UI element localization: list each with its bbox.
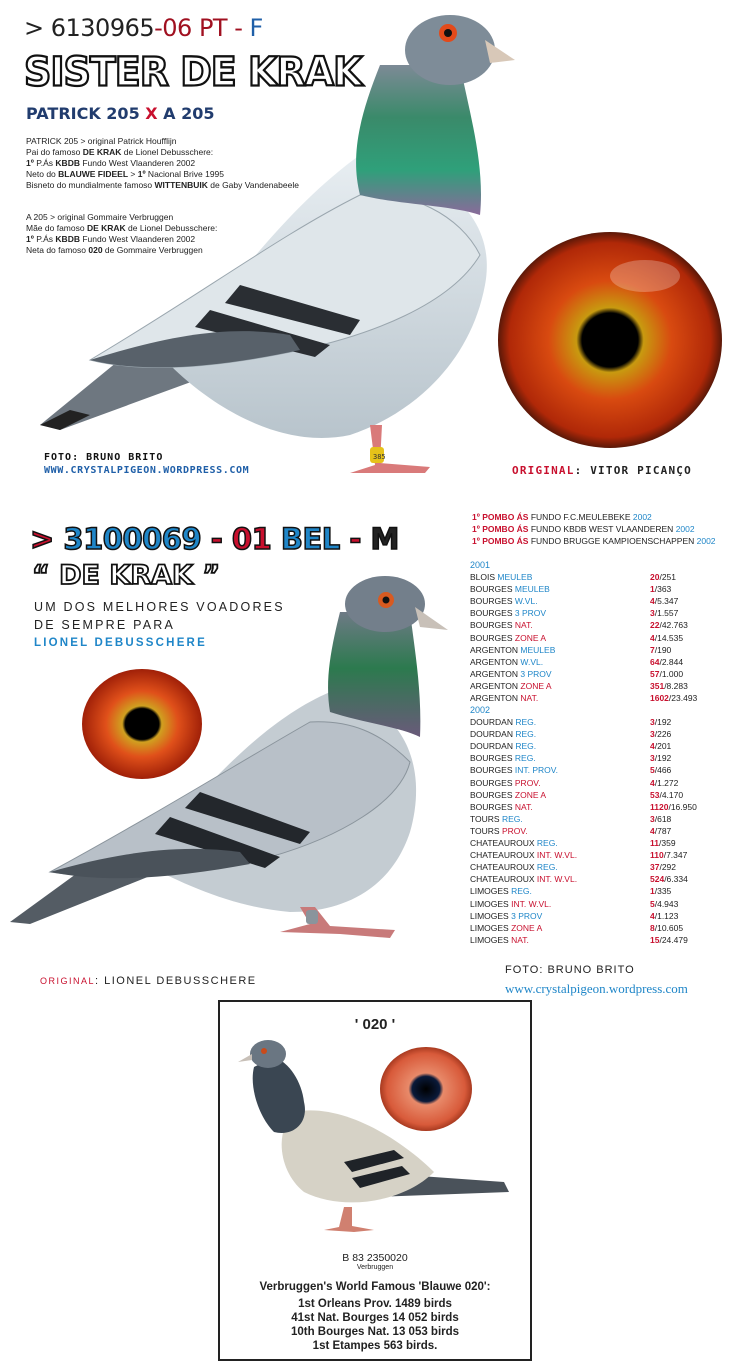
result-row [470,656,750,668]
ace-title: 1º POMBO ÁS FUNDO BRUGGE KAMPIOENSCHAPPEN 2002 [472,536,716,546]
result-row [470,789,750,801]
result-row [470,668,750,680]
result-placing: 4/1.123 [650,910,679,921]
result-race: BLOIS MEULEB [470,572,533,582]
card-020-line: 1st Etampes 563 birds. [312,1340,438,1352]
result-placing: 20/251 [650,572,677,582]
result-row [470,571,750,583]
result-placing: 11/359 [650,838,676,848]
result-row [470,583,750,595]
result-race: BOURGES ZONE A [470,632,547,643]
card-020-owner: Verbruggen [356,1264,394,1271]
result-row [470,644,750,656]
sister-name-title: SISTER DE KRAK [24,48,362,96]
sister-original-owner: ORIGINAL: VITOR PICANÇO [512,464,692,477]
result-placing: 4/5.347 [650,596,679,607]
result-placing: 3/226 [650,729,672,740]
result-row [470,837,750,849]
result-row [470,595,750,607]
result-row [470,910,750,922]
results-year-2001: 2001 [470,560,491,570]
sister-pigeon-illustration [30,5,520,490]
result-placing: 1120/16.950 [650,801,697,812]
result-race: LIMOGES INT. W.VL. [470,898,552,909]
result-row [470,752,750,764]
result-row [470,885,750,897]
result-row [470,934,750,946]
pedigree-line: 1º P.Ás KBDB Fundo West Vlaanderen 2002 [26,158,196,168]
result-race: BOURGES NAT. [470,620,533,631]
sister-ring-number: > 6130965-06 PT - F [24,14,263,42]
krak-tagline: UM DOS MELHORES VOADORES [34,600,285,614]
krak-name-title: “ DE KRAK ” [32,560,221,591]
result-placing: 4/787 [650,825,672,836]
result-row [470,764,750,776]
result-placing: 1602/23.493 [650,693,698,703]
card-020-line: 1st Orleans Prov. 1489 birds [298,1298,452,1310]
result-row [470,813,750,825]
result-race: ARGENTON ZONE A [470,680,552,691]
krak-tagline: DE SEMPRE PARA [34,618,176,632]
result-row [470,873,750,885]
card-020-eye-illustration [376,1044,476,1134]
result-placing: 53/4.170 [650,789,684,800]
pedigree-line: Bisneto do mundialmente famoso WITTENBUIK de Gaby Vandenabeele [26,180,299,190]
card-020-ring: B 83 2350020 [342,1252,408,1264]
result-race: LIMOGES REG. [470,886,532,897]
result-race: LIMOGES 3 PROV [470,910,543,921]
card-020-line: 41st Nat. Bourges 14 052 birds [291,1312,459,1324]
result-race: ARGENTON MEULEB [470,644,556,655]
pedigree-line: Pai do famoso DE KRAK de Lionel Debusschere: [26,147,214,157]
result-row [470,716,750,728]
result-race: BOURGES 3 PROV [470,608,547,619]
pedigree-line: Mãe do famoso DE KRAK de Lionel Debusschere: [26,223,218,233]
result-placing: 524/6.334 [650,874,688,885]
result-placing: 1/335 [650,886,672,897]
card-020-title: ' 020 ' [354,1016,396,1033]
result-placing: 3/192 [650,753,672,764]
result-row [470,740,750,752]
result-placing: 5/466 [650,765,672,776]
result-row [470,801,750,813]
result-placing: 8/10.605 [650,922,684,933]
krak-tagline-owner: LIONEL DEBUSSCHERE [34,637,207,649]
result-placing: 22/42.763 [650,620,688,631]
result-placing: 3/192 [650,717,672,727]
card-020 [218,1000,532,1361]
result-race: BOURGES NAT. [470,801,533,812]
result-race: BOURGES PROV. [470,777,541,788]
result-placing: 5/4.943 [650,898,679,909]
result-placing: 4/1.272 [650,777,679,788]
result-placing: 7/190 [650,644,672,655]
results-year-2002: 2002 [470,705,491,715]
result-row [470,728,750,740]
result-placing: 15/24.479 [650,934,688,945]
result-race: DOURDAN REG. [470,741,537,752]
result-row [470,607,750,619]
result-placing: 3/618 [650,813,672,824]
result-row [470,898,750,910]
result-row [470,692,750,704]
pedigree-line: PATRICK 205 > original Patrick Houfflijn [26,136,177,146]
result-placing: 110/7.347 [650,850,688,861]
result-race: LIMOGES ZONE A [470,922,543,933]
result-race: ARGENTON 3 PROV [470,668,552,679]
result-row [470,680,750,692]
result-placing: 1/363 [650,584,672,595]
sister-photo-url[interactable]: WWW.CRYSTALPIGEON.WORDPRESS.COM [44,465,250,476]
result-placing: 351/8.283 [650,680,688,691]
result-race: CHATEAUROUX INT. W.VL. [470,850,578,861]
result-row [470,825,750,837]
result-row [470,619,750,631]
krak-ring-number: > 3100069 - 01 BEL - M [30,522,399,556]
result-placing: 37/292 [650,862,677,873]
result-race: BOURGES W.VL. [470,596,538,607]
result-race: ARGENTON W.VL. [470,656,544,667]
pedigree-line: Neto do BLAUWE FIDEEL > 1º Nacional Brive 1995 [26,169,224,179]
result-race: TOURS PROV. [470,825,528,836]
result-placing: 64/2.844 [650,656,684,667]
result-race: BOURGES MEULEB [470,584,550,595]
result-placing: 3/1.557 [650,608,679,619]
result-race: ARGENTON NAT. [470,693,539,703]
krak-photo-url[interactable]: www.crystalpigeon.wordpress.com [505,981,688,996]
result-race: BOURGES ZONE A [470,789,547,800]
result-race: DOURDAN REG. [470,717,537,727]
ace-title: 1º POMBO ÁS FUNDO F.C.MEULEBEKE 2002 [472,512,652,522]
result-race: CHATEAUROUX REG. [470,838,558,848]
result-race: DOURDAN REG. [470,729,537,740]
ace-title: 1º POMBO ÁS FUNDO KBDB WEST VLAANDEREN 2002 [472,524,695,534]
result-placing: 4/14.535 [650,632,684,643]
sister-photo-credit: FOTO: BRUNO BRITO [44,452,164,463]
krak-photo-credit: FOTO: BRUNO BRITO [505,964,635,976]
sister-parents: PATRICK 205 X A 205 [26,104,215,123]
result-race: LIMOGES NAT. [470,934,529,945]
leg-ring-text: 385 [373,453,386,461]
pedigree-line: Neta do famoso 020 de Gommaire Verbruggen [26,245,203,255]
result-row [470,632,750,644]
krak-original-owner: ORIGINAL: LIONEL DEBUSSCHERE [40,975,257,987]
result-placing: 4/201 [650,741,672,752]
pedigree-line: A 205 > original Gommaire Verbruggen [26,212,174,222]
result-race: CHATEAUROUX REG. [470,862,558,873]
result-row [470,849,750,861]
result-race: BOURGES INT. PROV. [470,765,559,776]
card-020-line: 10th Bourges Nat. 13 053 birds [290,1326,460,1338]
result-placing: 57/1.000 [650,668,684,679]
result-race: BOURGES REG. [470,753,536,764]
result-row [470,922,750,934]
result-row [470,777,750,789]
krak-pigeon-illustration [10,572,455,964]
sister-eye-illustration [485,228,725,458]
result-race: CHATEAUROUX INT. W.VL. [470,874,578,885]
result-row [470,861,750,873]
pedigree-line: 1º P.Ás KBDB Fundo West Vlaanderen 2002 [26,234,196,244]
result-race: TOURS REG. [470,813,523,824]
card-020-line: Verbruggen's World Famous 'Blauwe 020': [259,1281,491,1293]
